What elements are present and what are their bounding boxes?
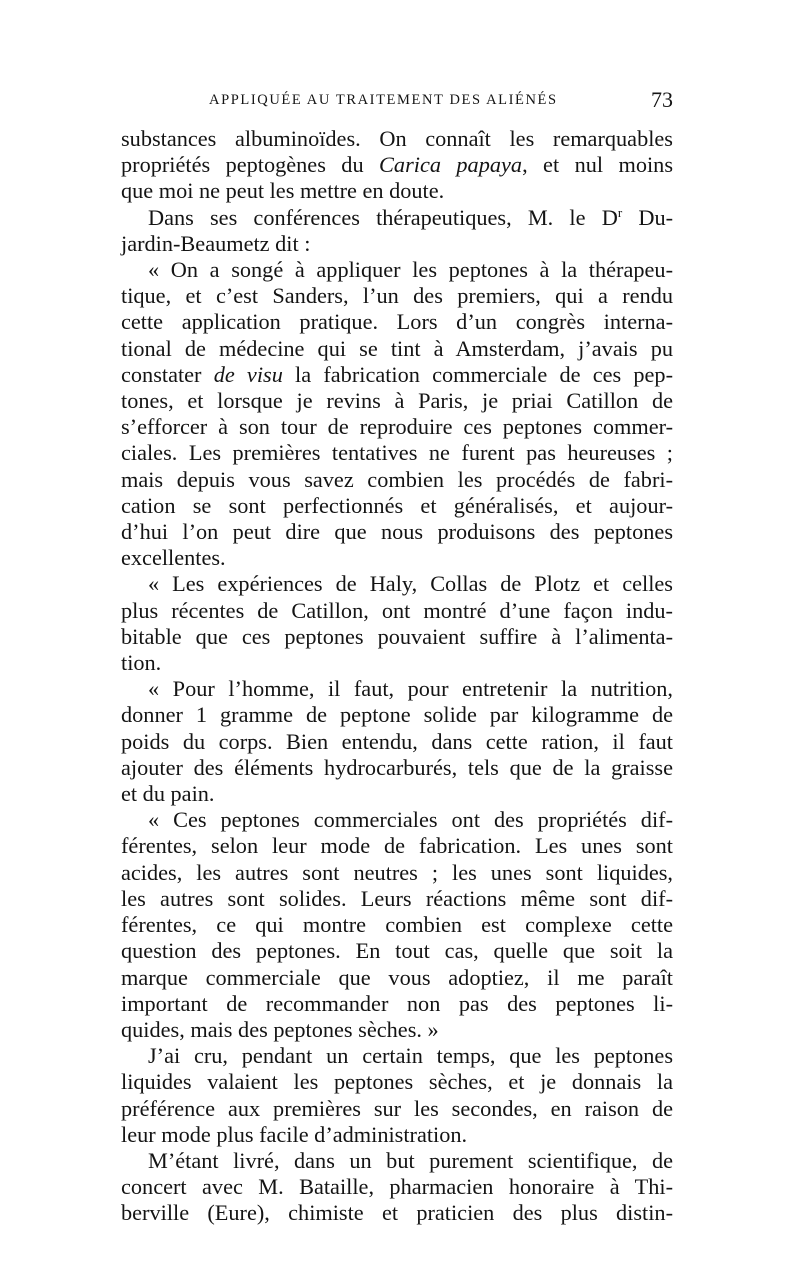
text-line: que moi ne peut les mettre en doute. xyxy=(121,178,445,204)
italic-latin-phrase: de visu xyxy=(213,361,283,387)
page-number: 73 xyxy=(651,87,673,112)
text-line: acides, les autres sont neutres ; les unes sont liquides, xyxy=(121,859,673,885)
text-line: d’hui l’on peut dire que nous produisons des peptones xyxy=(121,519,673,545)
text-line: important de recommander non pas des peptones li- xyxy=(121,990,673,1016)
text-line: ciales. Les premières tentatives ne furent pas heureuses ; xyxy=(121,440,673,466)
text-line: M’étant livré, dans un but purement scientifique, de xyxy=(148,1147,673,1173)
text-line: férentes, selon leur mode de fabrication. Les unes sont xyxy=(121,833,673,859)
text-line: propriétés peptogènes du Carica papaya, et nul moins xyxy=(121,152,674,178)
text-line: J’ai cru, pendant un certain temps, que les peptones xyxy=(148,1043,673,1069)
text-line: poids du corps. Bien entendu, dans cette ration, il faut xyxy=(121,728,673,754)
running-head xyxy=(121,87,673,116)
running-title: APPLIQUÉE AU TRAITEMENT DES ALIÉNÉS xyxy=(209,92,558,108)
book-page xyxy=(121,87,674,1227)
text-line: et du pain. xyxy=(121,781,215,807)
text-line: tional de médecine qui se tint à Amsterdam, j’avais pu xyxy=(121,335,673,361)
body-text xyxy=(121,126,673,1227)
text-line: ajouter des éléments hydrocarburés, tels que de la graisse xyxy=(121,754,673,780)
text-line: tion. xyxy=(121,650,162,676)
text-line: tones, et lorsque je revins à Paris, je priai Catillon de xyxy=(121,388,673,414)
text-line: cette application pratique. Lors d’un congrès interna- xyxy=(121,309,673,335)
text-line: concert avec M. Bataille, pharmacien honoraire à Thi- xyxy=(121,1174,673,1200)
text-line: marque commerciale que vous adoptiez, il me paraît xyxy=(121,964,673,990)
text-line: tique, et c’est Sanders, l’un des premiers, qui a rendu xyxy=(121,283,673,309)
text-line: « Les expériences de Haly, Collas de Plotz et celles xyxy=(148,571,673,597)
text-line: berville (Eure), chimiste et praticien des plus distin- xyxy=(121,1200,673,1226)
text-line: liquides valaient les peptones sèches, et je donnais la xyxy=(121,1069,673,1095)
text-line: « On a songé à appliquer les peptones à la thérapeu- xyxy=(148,257,673,283)
text-line: quides, mais des peptones sèches. » xyxy=(121,1016,439,1042)
text-line: s’efforcer à son tour de reproduire ces peptones commer- xyxy=(121,414,673,440)
text-line: mais depuis vous savez combien les procédés de fabri- xyxy=(121,466,673,492)
text-line: bitable que ces peptones pouvaient suffire à l’alimenta- xyxy=(121,623,673,649)
text-line: cation se sont perfectionnés et généralisés, et aujour- xyxy=(121,492,673,518)
superscript: r xyxy=(617,204,623,220)
italic-species-name: Carica papaya xyxy=(379,152,523,178)
text-line: préférence aux premières sur les secondes, en raison de xyxy=(121,1095,673,1121)
text-line: « Ces peptones commerciales ont des propriétés dif- xyxy=(148,807,673,833)
text-line: donner 1 gramme de peptone solide par kilogramme de xyxy=(121,702,673,728)
text-line: férentes, ce qui montre combien est complexe cette xyxy=(121,912,673,938)
text-line: Dans ses conférences thérapeutiques, M. le $D^r$ Du- xyxy=(148,204,674,230)
text-line: excellentes. xyxy=(121,545,226,571)
text-line: plus récentes de Catillon, ont montré d’une façon indu- xyxy=(121,597,673,623)
text-line: les autres sont solides. Leurs réactions même sont dif- xyxy=(121,885,673,911)
text-line: leur mode plus facile d’administration. xyxy=(121,1121,468,1147)
text-line: constater de visu la fabrication commerciale de ces pep- xyxy=(121,361,673,387)
text-line: « Pour l’homme, il faut, pour entretenir la nutrition, xyxy=(148,676,673,702)
text-line: jardin-Beaumetz dit : xyxy=(121,230,311,256)
text-line: question des peptones. En tout cas, quelle que soit la xyxy=(121,938,673,964)
text-line: substances albuminoïdes. On connaît les remarquables xyxy=(121,126,673,151)
